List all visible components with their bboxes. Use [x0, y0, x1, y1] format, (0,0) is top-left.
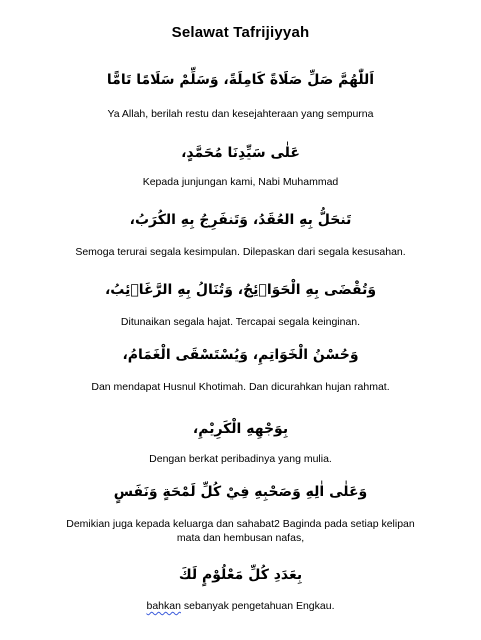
translation-verse-8-rest: sebanyak pengetahuan Engkau. — [180, 600, 335, 612]
arabic-verse-7: وَعَلٰى اٰلِهِ وَصَحْبِهِ فِيْ كُلِّ لَمْحَةٍ وَنَفَسٍ — [113, 484, 368, 500]
translation-verse-1: Ya Allah, berilah restu dan kesejahteraan yang sempurna — [107, 108, 374, 120]
translation-verse-4: Ditunaikan segala hajat. Tercapai segala keinginan. — [120, 316, 361, 328]
translation-verse-3: Semoga terurai segala kesimpulan. Dilepaskan dari segala kesusahan. — [75, 246, 406, 258]
arabic-verse-8: بِعَدَدِ كُلِّ مَعْلُوْمٍ لَكَ — [178, 567, 303, 583]
arabic-verse-6: بِوَجْهِهِ الْكَرِيْمِ، — [192, 421, 289, 437]
translation-verse-5: Dan mendapat Husnul Khotimah. Dan dicurahkan hujan rahmat. — [91, 381, 390, 393]
translation-verse-6: Dengan berkat peribadinya yang mulia. — [149, 453, 332, 465]
arabic-verse-2: عَلٰى سَيِّدِنَا مُحَمَّدٍ، — [181, 145, 300, 161]
arabic-verse-1: اَللّٰهُمَّ صَلِّ صَلَاةً كَامِلَةً، وَسَلِّمْ سَلَامًا تَامًّا — [106, 72, 375, 88]
translation-verse-8-prefix: bahkan — [146, 600, 181, 612]
translation-verse-8 — [0, 600, 481, 613]
page-title: Selawat Tafrijiyyah — [171, 24, 310, 41]
arabic-verse-4: وَتُقْضَى بِهِ الْحَوَاۤئِجُ، وَتُنَالُ بِهِ الرَّغَاۤئِبُ، — [104, 282, 377, 298]
translation-verse-7: Demikian juga kepada keluarga dan sahabat2 Baginda pada setiap kelipan mata dan hembusan nafas, — [66, 518, 415, 544]
arabic-verse-5: وَحُسْنُ الْخَوَاتِمِ، وَيُسْتَسْقَى الْغَمَامُ، — [122, 347, 359, 363]
arabic-verse-3: تَنحَلُّ بِهِ العُقَدُ، وَتَنفَرِجُ بِهِ الكُرَبُ، — [129, 212, 352, 228]
translation-verse-2: Kepada junjungan kami, Nabi Muhammad — [142, 176, 339, 188]
